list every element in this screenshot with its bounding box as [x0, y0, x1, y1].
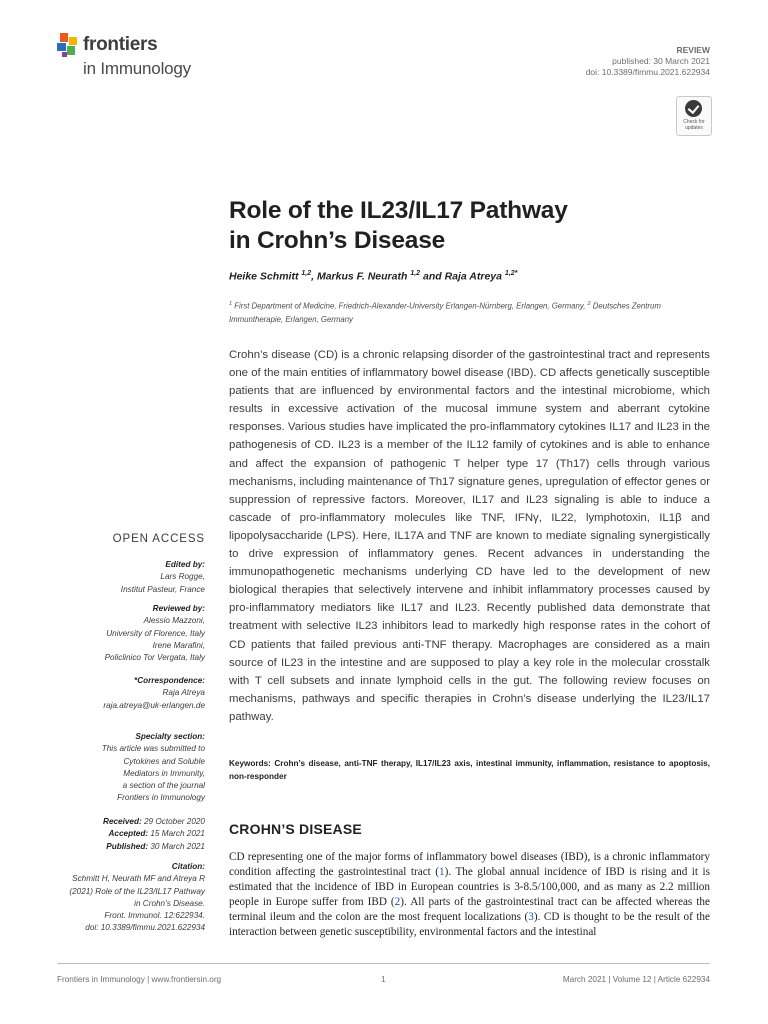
received-date: 29 October 2020: [141, 817, 205, 826]
published-date: published: 30 March 2021: [612, 56, 710, 66]
editor-name: Lars Rogge,: [160, 572, 205, 582]
author-3[interactable]: Raja Atreya: [444, 270, 502, 283]
article-type: REVIEW: [676, 45, 710, 55]
reference-link-2[interactable]: 2: [394, 895, 401, 908]
citation-line-4: Front. Immunol. 12:622934.: [104, 911, 205, 921]
check-for-updates-badge[interactable]: [676, 96, 712, 136]
correspondence-block: [103, 675, 205, 712]
citation-line-2: (2021) Role of the IL23/IL17 Pathway: [69, 886, 205, 896]
title-line-1: Role of the IL23/IL17 Pathway: [229, 197, 568, 224]
logo-text-journal: in Immunology: [83, 59, 191, 78]
author-2-affil: 1,2: [410, 270, 421, 277]
section-heading: CROHN’S DISEASE: [229, 821, 362, 837]
affil-2-marker: 2: [587, 301, 591, 307]
logo-text-frontiers: frontiers: [83, 34, 158, 55]
published-label: Published:: [106, 841, 149, 851]
footer-divider: [57, 963, 710, 964]
title-line-2: in Crohn’s Disease: [229, 227, 446, 254]
reviewer-1-affil: University of Florence, Italy: [106, 628, 205, 638]
citation-doi[interactable]: doi: 10.3389/fimmu.2021.622934: [85, 923, 205, 933]
footer-journal-link[interactable]: Frontiers in Immunology | www.frontiersin.org: [57, 975, 222, 984]
correspondence-label: *Correspondence:: [134, 676, 205, 685]
correspondence-email[interactable]: raja.atreya@uk-erlangen.de: [103, 700, 205, 710]
author-list: Heike Schmitt $^{1,2}$, Markus F. Neurath $^{1,2}$ and Raja Atreya $^{1,2*}$: [229, 270, 518, 283]
affiliations: [229, 298, 709, 326]
abstract-text: Crohn’s disease (CD) is a chronic relapsing disorder of the gastrointestinal tract and represents one of the main entities of inflammatory bowel disease (IBD). CD affects genetically susceptible patients that are influenced by environmental factors and the intestinal microbiome, which results in excessive activation of the mucosal immune system and aberrant cytokine responses. Various studies have implicated the pro-inflammatory cytokines IL17 and IL23 in the pathogenesis of CD. IL23 is a member of the IL12 family of cytokines and is able to enhance and affect the expansion of pathogenic T helper type 17 (Th17) cells through various mechanisms, including maintenance of Th17 signature genes, upregulation of effector genes or suppression of repressive factors. Moreover, IL17 and IL23 signaling is able to induce a cascade of pro-inflammatory molecules like TNF, IFNγ, IL22, lymphotoxin, IL1β and lipopolysaccharide (LPS). Here, IL17A and TNF are known to mediate signaling synergistically to drive expression of inflammatory genes. Recent advances in understanding the immunopathogenetic mechanisms underlying CD have led to the development of new biological therapies that selectively intervene and inhibit inflammatory processes caused by pro-inflammatory mediators like IL17 and IL23. Recently published data demonstrate that treatment with selective IL23 inhibitors lead to markedly high response rates in the cohort of CD patients that failed previous anti-TNF therapy. Macrophages are considered as a main source of IL23 in the intestine and are supposed to play a key role in the molecular crosstalk with T cell subsets and innate lymphoid cells in the gut. The following review focuses on mechanisms, pathways and specific therapies in Crohn’s disease underlying the IL23/IL17 pathway.: [229, 349, 710, 723]
reviewer-2-name: Irene Marafini,: [152, 640, 205, 650]
frontiers-logo-icon: [57, 33, 81, 59]
body-text-2: ). The global annual incidence of IBD is rising and it is estimated that the incidence of IBD in European countries is 3-8.5/100,000, and as many as 2.2 million people in Europe suffer from IBD (: [229, 865, 710, 908]
accepted-label: Accepted:: [108, 829, 149, 839]
edited-by-block: [121, 559, 205, 596]
received-label: Received:: [103, 817, 142, 826]
specialty-line-1: This article was submitted to: [101, 744, 205, 754]
published-sidebar-date: 30 March 2021: [148, 841, 205, 851]
citation-block: [69, 861, 205, 935]
author-1-affil: 1,2: [301, 270, 312, 277]
affil-2-text: Deutsches Zentrum Immuntherapie, Erlangen, Germany: [229, 301, 661, 324]
reviewer-2-affil: Policlinico Tor Vergata, Italy: [104, 653, 205, 663]
journal-logo[interactable]: [57, 33, 217, 81]
body-text-3: ). All parts of the gastrointestinal tract can be affected whereas the terminal ileum and the colon are the most frequent localizations (: [229, 895, 710, 923]
reviewed-by-label: Reviewed by:: [152, 604, 205, 613]
open-access-label: OPEN ACCESS: [112, 533, 205, 545]
check-updates-label: Check for updates: [683, 119, 705, 131]
body-text-1: CD representing one of the major forms of inflammatory bowel diseases (IBD), is a chronic inflammatory condition affecting the gastrointestinal tract (: [229, 851, 710, 878]
body-text-4: ). CD is thought to be the result of the interaction between genetic susceptibility, environmental factors and the intestinal: [229, 910, 710, 938]
author-conjunction: and: [420, 270, 445, 283]
affil-1-marker: 1: [229, 301, 233, 307]
article-doi[interactable]: doi: 10.3389/fimmu.2021.622934: [585, 67, 710, 77]
specialty-line-3: Mediators in Immunity,: [123, 768, 205, 778]
edited-by-label: Edited by:: [165, 560, 205, 569]
citation-line-3: in Crohn’s Disease.: [134, 898, 205, 908]
reference-link-3[interactable]: 3: [528, 910, 534, 923]
reviewer-1-name: Alessio Mazzoni,: [143, 616, 205, 626]
editor-affil: Institut Pasteur, France: [120, 584, 205, 594]
reference-link-1[interactable]: 1: [439, 865, 445, 878]
citation-label: Citation:: [171, 862, 205, 871]
footer-issue-info: March 2021 | Volume 12 | Article 622934: [562, 975, 710, 984]
page-number: 1: [381, 975, 386, 984]
dates-block: [103, 816, 205, 853]
specialty-section-label: Specialty section:: [135, 732, 205, 741]
author-3-affil: 1,2*: [504, 270, 518, 277]
accepted-date: 15 March 2021: [148, 829, 205, 839]
author-1[interactable]: Heike Schmitt: [229, 270, 299, 283]
specialty-line-2: Cytokines and Soluble: [123, 756, 205, 766]
author-2[interactable]: Markus F. Neurath: [316, 270, 408, 283]
citation-line-1: Schmitt H, Neurath MF and Atreya R: [72, 874, 205, 884]
keywords: Keywords: Crohn’s disease, anti-TNF therapy, IL17/IL23 axis, intestinal immunity, inflammation, resistance to apoptosis, non-responder: [229, 759, 710, 781]
article-header-meta: [586, 45, 710, 78]
check-updates-icon: [685, 100, 702, 117]
reviewed-by-block: [105, 603, 205, 664]
specialty-line-4: a section of the journal: [122, 781, 205, 791]
body-paragraph: [229, 850, 710, 939]
correspondence-name: Raja Atreya: [162, 688, 205, 698]
specialty-line-5: Frontiers in Immunology: [117, 793, 205, 803]
affil-1-text: First Department of Medicine, Friedrich-Alexander-University Erlangen-Nürnberg, Erlangen, Germany,: [232, 301, 588, 311]
article-title: [229, 196, 699, 256]
specialty-section-block: [102, 731, 205, 805]
